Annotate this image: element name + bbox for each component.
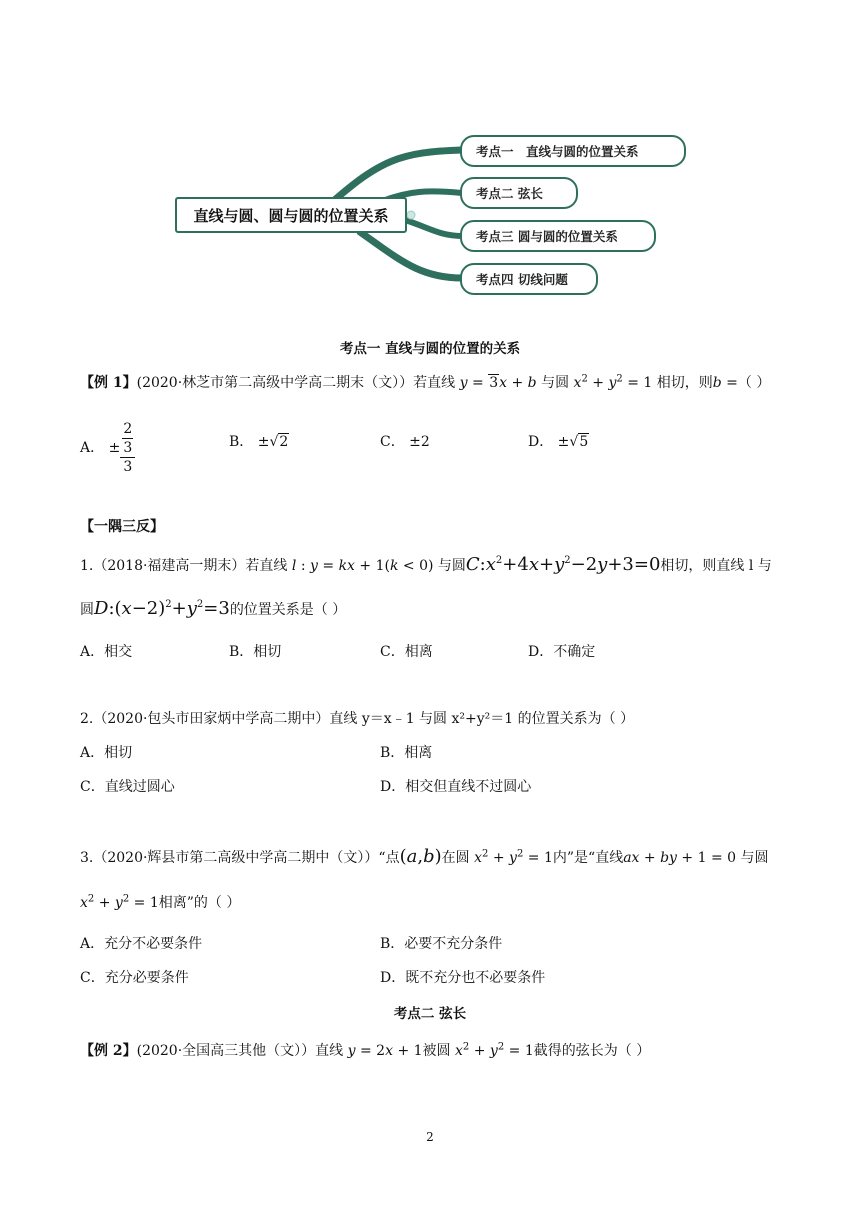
mind-map-root: 直线与圆、圆与圆的位置关系	[175, 197, 407, 233]
question-1-option-b: B．相切	[229, 644, 282, 660]
example-2-stem: 【例 2】(2020·全国高三其他（文））直线 y = 2x + 1被圆 $x^2 + y^2 = 1$截得的弦长为（ ）	[80, 1041, 651, 1059]
question-2-option-b: B．相离	[380, 745, 433, 761]
example-2-tag: 【例 2】	[80, 1043, 137, 1059]
question-3-line-1: 3.（2020·辉县市第二高级中学高二期中（文））“点(a,b)在圆 $x^2 + y^2 = 1$内”是“直线ax + by + 1 = 0 与圆	[80, 846, 769, 867]
question-1-option-a: A．相交	[80, 644, 133, 660]
question-3-option-c: C．充分必要条件	[80, 970, 189, 986]
mind-map-branch-4: 考点四 切线问题	[460, 263, 598, 295]
section-2-title: 考点二 弦长	[393, 1006, 467, 1022]
example-1-line-eq: y = 3x + b	[459, 375, 537, 391]
example-1-option-a: A． ± 2 3 3	[80, 420, 135, 476]
mind-map-connectors	[0, 0, 860, 310]
question-2-option-c: C．直线过圆心	[80, 779, 175, 795]
practice-heading: 【一隅三反】	[80, 519, 164, 535]
question-1-circle-d: $D:(x-2)^2+y^2=3$	[94, 598, 230, 619]
question-3-circle-eq: $x^2 + y^2 = 1$	[474, 848, 553, 866]
question-3-point: (a,b)	[399, 846, 442, 867]
question-3-line-eq: ax + by + 1 = 0	[623, 850, 737, 866]
example-1-option-d: D． ±√5	[528, 434, 589, 450]
example-1-source: (2020·林芝市第二高级中学高二期末（文））若直线	[136, 375, 456, 391]
question-1-option-c: C．相离	[380, 644, 433, 660]
example-1-circle-eq: $x^2 + y^2 = 1$	[573, 373, 653, 391]
mind-map-branch-3: 考点三 圆与圆的位置关系	[460, 220, 656, 252]
question-2-option-a: A．相切	[80, 745, 133, 761]
example-2-line-eq: y = 2x + 1	[347, 1043, 423, 1059]
question-3-circle-eq-2: $x^2 + y^2 = 1$	[80, 893, 159, 911]
section-1-title: 考点一 直线与圆的位置的关系	[339, 341, 521, 357]
example-2-circle-eq: $x^2 + y^2 = 1$	[455, 1041, 534, 1059]
example-1-option-c: C． ±2	[380, 434, 430, 450]
question-1-line-eq: l : y = kx + 1(k < 0)	[291, 558, 434, 574]
mind-map-branch-2: 考点二 弦长	[460, 177, 578, 209]
question-3-line-2: $x^2 + y^2 = 1$相离”的（ ）	[80, 893, 241, 911]
mind-map	[0, 0, 860, 310]
question-2-stem: 2.（2020·包头市田家炳中学高二期中）直线 y＝x﹣1 与圆 x²+y²＝1 的位置关系为（ ）	[80, 711, 635, 727]
question-3-option-d: D．既不充分也不必要条件	[380, 970, 546, 986]
question-2-option-d: D．相交但直线不过圆心	[380, 779, 532, 795]
question-1-option-d: D．不确定	[528, 644, 596, 660]
page-number: 2	[426, 1130, 434, 1144]
question-1-circle-eq: $C:x^2+4x+y^2-2y+3=0$	[465, 554, 661, 575]
example-1-tag: 【例 1】	[80, 375, 137, 391]
mind-map-branch-1: 考点一 直线与圆的位置关系	[460, 135, 686, 167]
example-1-option-b: B． ±√2	[229, 434, 289, 450]
question-3-option-a: A．充分不必要条件	[80, 936, 203, 952]
question-1-line-1: 1.（2018·福建高一期末）若直线 l : y = kx + 1(k < 0) 与圆$C:x^2+4x+y^2-2y+3=0$相切，则直线 l 与	[80, 554, 772, 575]
example-1-stem: 【例 1】(2020·林芝市第二高级中学高二期末（文））若直线 y = 3x + b 与圆 $x^2 + y^2 = 1$ 相切，则b =（ ）	[80, 373, 771, 391]
question-1-line-2: 圆$D:(x-2)^2+y^2=3$的位置关系是（ ）	[80, 598, 347, 619]
question-3-option-b: B．必要不充分条件	[380, 936, 503, 952]
